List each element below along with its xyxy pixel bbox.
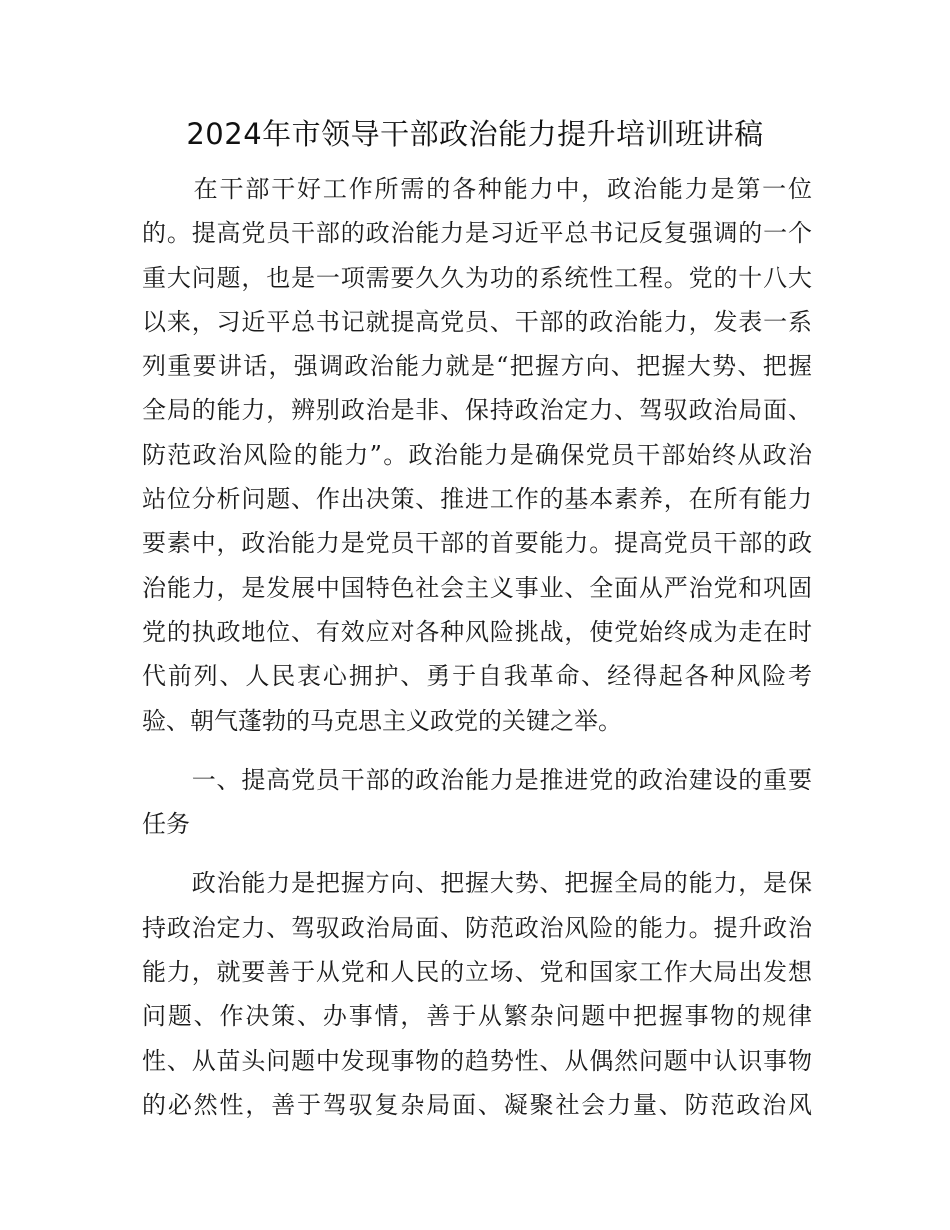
text-line: 的。提高党员干部的政治能力是习近平总书记反复强调的一个 (142, 219, 812, 248)
heading-line: 任务 (142, 810, 190, 839)
text-line: 性、从苗头问题中发现事物的趋势性、从偶然问题中认识事物 (142, 1046, 812, 1075)
text-line: 要素中，政治能力是党员干部的首要能力。提高党员干部的政 (142, 529, 812, 558)
paragraph-intro (142, 167, 812, 743)
text-line: 持政治定力、驾驭政治局面、防范政治风险的能力。提升政治 (142, 913, 812, 942)
text-line: 站位分析问题、作出决策、推进工作的基本素养，在所有能力 (142, 485, 812, 514)
text-line: 在干部干好工作所需的各种能力中，政治能力是第一位 (142, 175, 812, 203)
document-body (142, 167, 812, 1127)
text-line: 能力，就要善于从党和人民的立场、党和国家工作大局出发想 (142, 958, 812, 987)
text-line: 重大问题，也是一项需要久久为功的系统性工程。党的十八大 (142, 263, 812, 292)
paragraph-2 (142, 861, 812, 1127)
document-title: 2024年市领导干部政治能力提升培训班讲稿 (186, 117, 764, 151)
text-line: 代前列、人民衷心拥护、勇于自我革命、经得起各种风险考 (142, 662, 812, 691)
section-heading-1 (142, 758, 812, 847)
paragraph-spacer (142, 846, 812, 861)
text-line: 问题、作决策、办事情，善于从繁杂问题中把握事物的规律 (142, 1002, 812, 1031)
text-line: 政治能力是把握方向、把握大势、把握全局的能力，是保 (142, 869, 812, 898)
text-line: 防范政治风险的能力”。政治能力是确保党员干部始终从政治 (142, 440, 812, 469)
text-line: 党的执政地位、有效应对各种风险挑战，使党始终成为走在时 (142, 617, 812, 646)
text-line: 治能力，是发展中国特色社会主义事业、全面从严治党和巩固 (142, 573, 812, 602)
text-line: 验、朝气蓬勃的马克思主义政党的关键之举。 (142, 706, 622, 735)
paragraph-spacer (142, 743, 812, 758)
text-line: 列重要讲话，强调政治能力就是“把握方向、把握大势、把握 (142, 352, 812, 381)
text-line: 的必然性，善于驾驭复杂局面、凝聚社会力量、防范政治风 (142, 1090, 812, 1119)
text-line: 以来，习近平总书记就提高党员、干部的政治能力，发表一系 (142, 307, 812, 336)
heading-line: 一、提高党员干部的政治能力是推进党的政治建设的重要 (142, 765, 812, 794)
text-line: 全局的能力，辨别政治是非、保持政治定力、驾驭政治局面、 (142, 396, 812, 425)
